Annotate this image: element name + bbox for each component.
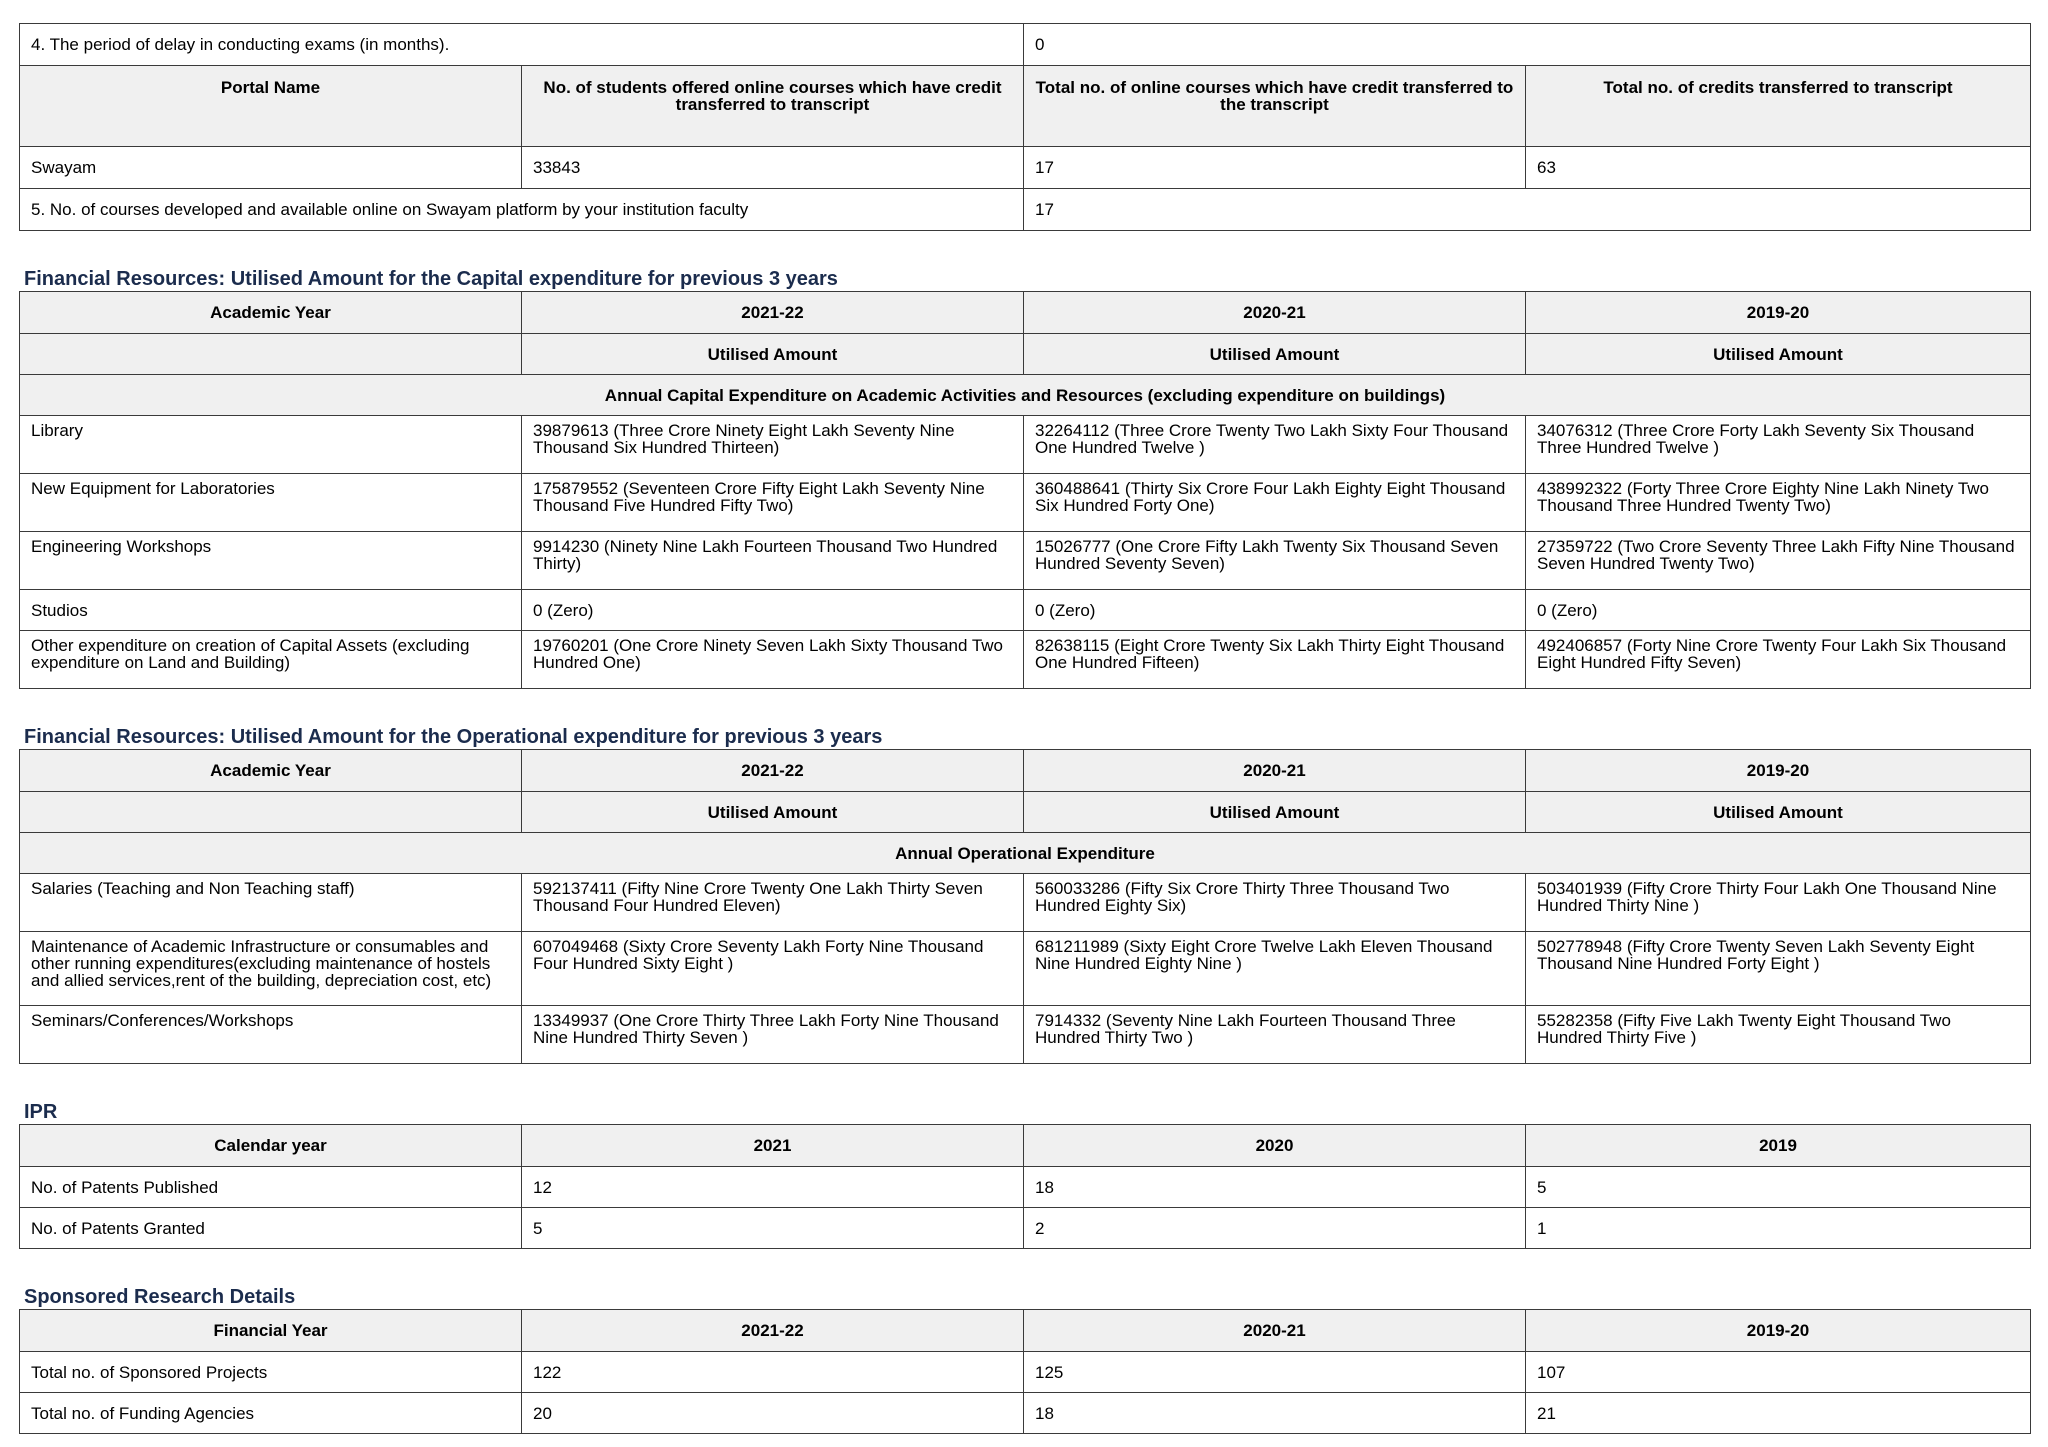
swayam-courses-label: 5. No. of courses developed and available online on Swayam platform by your institution faculty [20, 189, 1024, 231]
row-label: Total no. of Sponsored Projects [20, 1352, 522, 1393]
year-header: 2019-20 [1526, 1310, 2031, 1352]
year-header: 2019 [1526, 1125, 2031, 1167]
table-row [20, 590, 2031, 631]
utilised-amount-header: Utilised Amount [522, 334, 1024, 375]
table-row [20, 147, 2031, 189]
amount-cell: 0 (Zero) [1526, 590, 2031, 631]
table-row [20, 1393, 2031, 1434]
row-label: Total no. of Funding Agencies [20, 1393, 522, 1434]
utilised-amount-header: Utilised Amount [1526, 334, 2031, 375]
row-label: Engineering Workshops [20, 532, 522, 590]
table-header-row [20, 66, 2031, 147]
table-row [20, 1006, 2031, 1064]
value-cell: 20 [522, 1393, 1024, 1434]
swayam-courses-value: 17 [1024, 189, 2031, 231]
row-label: Studios [20, 590, 522, 631]
table-row [20, 416, 2031, 474]
amount-cell: 55282358 (Fifty Five Lakh Twenty Eight Thousand Two Hundred Thirty Five ) [1526, 1006, 2031, 1064]
value-cell: 122 [522, 1352, 1024, 1393]
table-row [20, 1167, 2031, 1208]
sponsored-section-title: Sponsored Research Details [24, 1286, 296, 1308]
table-row [20, 1352, 2031, 1393]
value-cell: 1 [1526, 1208, 2031, 1249]
amount-cell: 492406857 (Forty Nine Crore Twenty Four Lakh Six Thousand Eight Hundred Fifty Seven) [1526, 631, 2031, 689]
table-header-row [20, 375, 2031, 416]
courses-count: 17 [1024, 147, 1526, 189]
amount-cell: 592137411 (Fifty Nine Crore Twenty One Lakh Thirty Seven Thousand Four Hundred Eleven) [522, 874, 1024, 932]
value-cell: 5 [1526, 1167, 2031, 1208]
value-cell: 18 [1024, 1393, 1526, 1434]
credits-count: 63 [1526, 147, 2031, 189]
year-header: 2021-22 [522, 750, 1024, 792]
row-label: No. of Patents Granted [20, 1208, 522, 1249]
amount-cell: 9914230 (Ninety Nine Lakh Fourteen Thousand Two Hundred Thirty) [522, 532, 1024, 590]
column-header: Total no. of credits transferred to transcript [1526, 66, 2031, 147]
portal-name: Swayam [20, 147, 522, 189]
year-header: 2020-21 [1024, 1310, 1526, 1352]
capital-section-title: Financial Resources: Utilised Amount for the Capital expenditure for previous 3 years [24, 268, 838, 290]
row-label: Library [20, 416, 522, 474]
year-header: 2019-20 [1526, 292, 2031, 334]
row-label: New Equipment for Laboratories [20, 474, 522, 532]
table-header-row [20, 833, 2031, 874]
exam-delay-label: 4. The period of delay in conducting exams (in months). [20, 24, 1024, 66]
amount-cell: 15026777 (One Crore Fifty Lakh Twenty Six Thousand Seven Hundred Seventy Seven) [1024, 532, 1526, 590]
operational-expenditure-table [19, 749, 2031, 1064]
amount-cell: 438992322 (Forty Three Crore Eighty Nine Lakh Ninety Two Thousand Three Hundred Twenty Two) [1526, 474, 2031, 532]
amount-cell: 19760201 (One Crore Ninety Seven Lakh Sixty Thousand Two Hundred One) [522, 631, 1024, 689]
amount-cell: 34076312 (Three Crore Forty Lakh Seventy Six Thousand Three Hundred Twelve ) [1526, 416, 2031, 474]
year-header: 2020-21 [1024, 750, 1526, 792]
amount-cell: 607049468 (Sixty Crore Seventy Lakh Forty Nine Thousand Four Hundred Sixty Eight ) [522, 932, 1024, 1006]
amount-cell: 0 (Zero) [1024, 590, 1526, 631]
sponsored-research-table [19, 1309, 2031, 1434]
table-row [20, 532, 2031, 590]
operational-section-header: Annual Operational Expenditure [20, 833, 2031, 874]
utilised-amount-header: Utilised Amount [1024, 334, 1526, 375]
year-header: 2019-20 [1526, 750, 2031, 792]
calendar-year-header: Calendar year [20, 1125, 522, 1167]
utilised-amount-header: Utilised Amount [522, 792, 1024, 833]
table-header-row [20, 292, 2031, 334]
row-label: Salaries (Teaching and Non Teaching staff) [20, 874, 522, 932]
column-header: No. of students offered online courses which have credit transferred to transcript [522, 66, 1024, 147]
amount-cell: 32264112 (Three Crore Twenty Two Lakh Sixty Four Thousand One Hundred Twelve ) [1024, 416, 1526, 474]
table-row [20, 631, 2031, 689]
amount-cell: 7914332 (Seventy Nine Lakh Fourteen Thousand Three Hundred Thirty Two ) [1024, 1006, 1526, 1064]
table-header-row [20, 1125, 2031, 1167]
table-row [20, 1208, 2031, 1249]
year-header: 2021-22 [522, 292, 1024, 334]
row-label: Seminars/Conferences/Workshops [20, 1006, 522, 1064]
utilised-amount-header: Utilised Amount [1024, 792, 1526, 833]
amount-cell: 503401939 (Fifty Crore Thirty Four Lakh One Thousand Nine Hundred Thirty Nine ) [1526, 874, 2031, 932]
amount-cell: 13349937 (One Crore Thirty Three Lakh Forty Nine Thousand Nine Hundred Thirty Seven ) [522, 1006, 1024, 1064]
row-label: Maintenance of Academic Infrastructure or consumables and other running expenditures(excluding maintenance of hostels and allied services,rent of the building, depreciation cost, etc) [20, 932, 522, 1006]
table-header-row [20, 750, 2031, 792]
academic-year-header: Academic Year [20, 292, 522, 334]
amount-cell: 681211989 (Sixty Eight Crore Twelve Lakh Eleven Thousand Nine Hundred Eighty Nine ) [1024, 932, 1526, 1006]
amount-cell: 39879613 (Three Crore Ninety Eight Lakh Seventy Nine Thousand Six Hundred Thirteen) [522, 416, 1024, 474]
amount-cell: 0 (Zero) [522, 590, 1024, 631]
column-header: Portal Name [20, 66, 522, 147]
amount-cell: 82638115 (Eight Crore Twenty Six Lakh Thirty Eight Thousand One Hundred Fifteen) [1024, 631, 1526, 689]
ipr-section-title: IPR [24, 1101, 58, 1123]
value-cell: 125 [1024, 1352, 1526, 1393]
amount-cell: 560033286 (Fifty Six Crore Thirty Three Thousand Two Hundred Eighty Six) [1024, 874, 1526, 932]
row-label: No. of Patents Published [20, 1167, 522, 1208]
report-page [19, 23, 2030, 1434]
amount-cell: 175879552 (Seventeen Crore Fifty Eight Lakh Seventy Nine Thousand Five Hundred Fifty Two) [522, 474, 1024, 532]
table-header-row [20, 1310, 2031, 1352]
amount-cell: 360488641 (Thirty Six Crore Four Lakh Eighty Eight Thousand Six Hundred Forty One) [1024, 474, 1526, 532]
value-cell: 5 [522, 1208, 1024, 1249]
value-cell: 18 [1024, 1167, 1526, 1208]
amount-cell: 502778948 (Fifty Crore Twenty Seven Lakh Seventy Eight Thousand Nine Hundred Forty Eight ) [1526, 932, 2031, 1006]
ipr-table [19, 1124, 2031, 1249]
online-courses-table [19, 23, 2031, 231]
amount-cell: 27359722 (Two Crore Seventy Three Lakh Fifty Nine Thousand Seven Hundred Twenty Two) [1526, 532, 2031, 590]
empty-header [20, 334, 522, 375]
operational-section-title: Financial Resources: Utilised Amount for the Operational expenditure for previous 3 years [24, 726, 883, 748]
value-cell: 12 [522, 1167, 1024, 1208]
year-header: 2020-21 [1024, 292, 1526, 334]
table-row [20, 189, 2031, 231]
value-cell: 107 [1526, 1352, 2031, 1393]
empty-header [20, 792, 522, 833]
academic-year-header: Academic Year [20, 750, 522, 792]
row-label: Other expenditure on creation of Capital Assets (excluding expenditure on Land and Building) [20, 631, 522, 689]
value-cell: 2 [1024, 1208, 1526, 1249]
table-row [20, 874, 2031, 932]
table-row [20, 24, 2031, 66]
students-count: 33843 [522, 147, 1024, 189]
utilised-amount-header: Utilised Amount [1526, 792, 2031, 833]
capital-expenditure-table [19, 291, 2031, 689]
financial-year-header: Financial Year [20, 1310, 522, 1352]
table-row [20, 932, 2031, 1006]
year-header: 2021 [522, 1125, 1024, 1167]
exam-delay-value: 0 [1024, 24, 2031, 66]
capital-section-header: Annual Capital Expenditure on Academic Activities and Resources (excluding expenditure on buildings) [20, 375, 2031, 416]
column-header: Total no. of online courses which have credit transferred to the transcript [1024, 66, 1526, 147]
table-header-row [20, 334, 2031, 375]
year-header: 2021-22 [522, 1310, 1024, 1352]
value-cell: 21 [1526, 1393, 2031, 1434]
table-row [20, 474, 2031, 532]
year-header: 2020 [1024, 1125, 1526, 1167]
table-header-row [20, 792, 2031, 833]
